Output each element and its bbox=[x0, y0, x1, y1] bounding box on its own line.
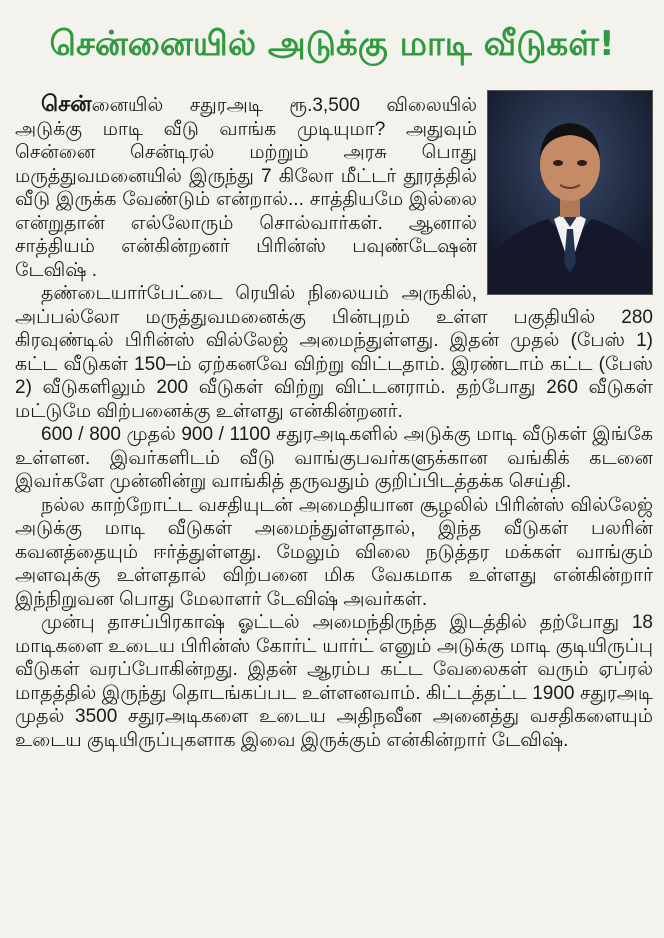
lead-word: சென் bbox=[41, 91, 92, 116]
article-body bbox=[15, 92, 653, 932]
paragraph-2: தண்டையார்பேட்டை ரெயில் நிலையம் அருகில், அப்பல்லோ மருத்துவமனைக்கு பின்புறம் உள்ள பகுதியில் 280 கிரவுண்டில் பிரின்ஸ் வில்லேஜ் அமைந்துள்ளது. இதன் முதல் (பேஸ் 1) கட்ட வீடுகள் 150–ம் ஏற்கனவே விற்று விட்டதாம். இரண்டாம் கட்ட (பேஸ் 2) வீடுகளிலும் 200 வீடுகள் விற்று விட்டனராம். தற்போது 260 வீடுகள் மட்டுமே விற்பனைக்கு உள்ளது என்கின்றனர். bbox=[15, 283, 653, 422]
headline: சென்னையில் அடுக்கு மாடி வீடுகள்! bbox=[49, 24, 615, 64]
paragraph-1-text: னையில் சதுரஅடி ரூ.3,500 விலையில் அடுக்கு மாடி வீடு வாங்க முடியுமா? அதுவும் சென்னை சென்டிரல் மற்றும் அரசு பொது மருத்துவமனையில் இருந்து 7 கிலோ மீட்டர் தூரத்தில் வீடு இருக்க வேண்டும் என்றால்... சாத்தியமே இல்லை என்றுதான் எல்லோரும் சொல்வார்கள். ஆனால் சாத்தியம் என்கின்றனர் பிரின்ஸ் பவுண்டேஷன் டேவிஷ் . bbox=[15, 95, 477, 281]
paragraph-4: நல்ல காற்றோட்ட வசதியுடன் அமைதியான சூழலில் பிரின்ஸ் வில்லேஜ் அடுக்கு மாடி வீடுகள் அமைந்துள்ளதால், இந்த வீடுகள் பலரின் கவனத்தையும் ஈர்த்துள்ளது. மேலும் விலை நடுத்தர மக்கள் வாங்கும் அளவுக்கு உள்ளதால் விற்பனை மிக வேகமாக உள்ளது என்கின்றார் இந்நிறுவன பொது மேலாளர் டேவிஷ் அவர்கள். bbox=[15, 494, 653, 610]
photo-wrap-space bbox=[477, 92, 653, 296]
paragraph-5: முன்பு தாசப்பிரகாஷ் ஓட்டல் அமைந்திருந்த இடத்தில் தற்போது 18 மாடிகளை உடைய பிரின்ஸ் கோர்ட் யார்ட் எனும் அடுக்கு மாடி குடியிருப்பு வீடுகள் வரப்போகின்றது. இதன் ஆரம்ப கட்ட வேலைகள் வரும் ஏப்ரல் மாதத்தில் இருந்து தொடங்கப்பட உள்ளனவாம். கிட்டத்தட்ட 1900 சதுரஅடி முதல் 3500 சதுரஅடிகளை உடைய அதிநவீன அனைத்து வசதிகளையும் உடைய குடியிருப்புகளாக இவை இருக்கும் என்கின்றார் டேவிஷ். bbox=[15, 612, 654, 751]
paragraph-3: 600 / 800 முதல் 900 / 1100 சதுரஅடிகளில் அடுக்கு மாடி வீடுகள் இங்கே உள்ளன. இவர்களிடம் வீடு வாங்குபவர்களுக்கான வங்கிக் கடனை இவர்களே முன்னின்று வாங்கித் தருவதும் குறிப்பிடத்தக்க செய்தி. bbox=[15, 424, 653, 492]
